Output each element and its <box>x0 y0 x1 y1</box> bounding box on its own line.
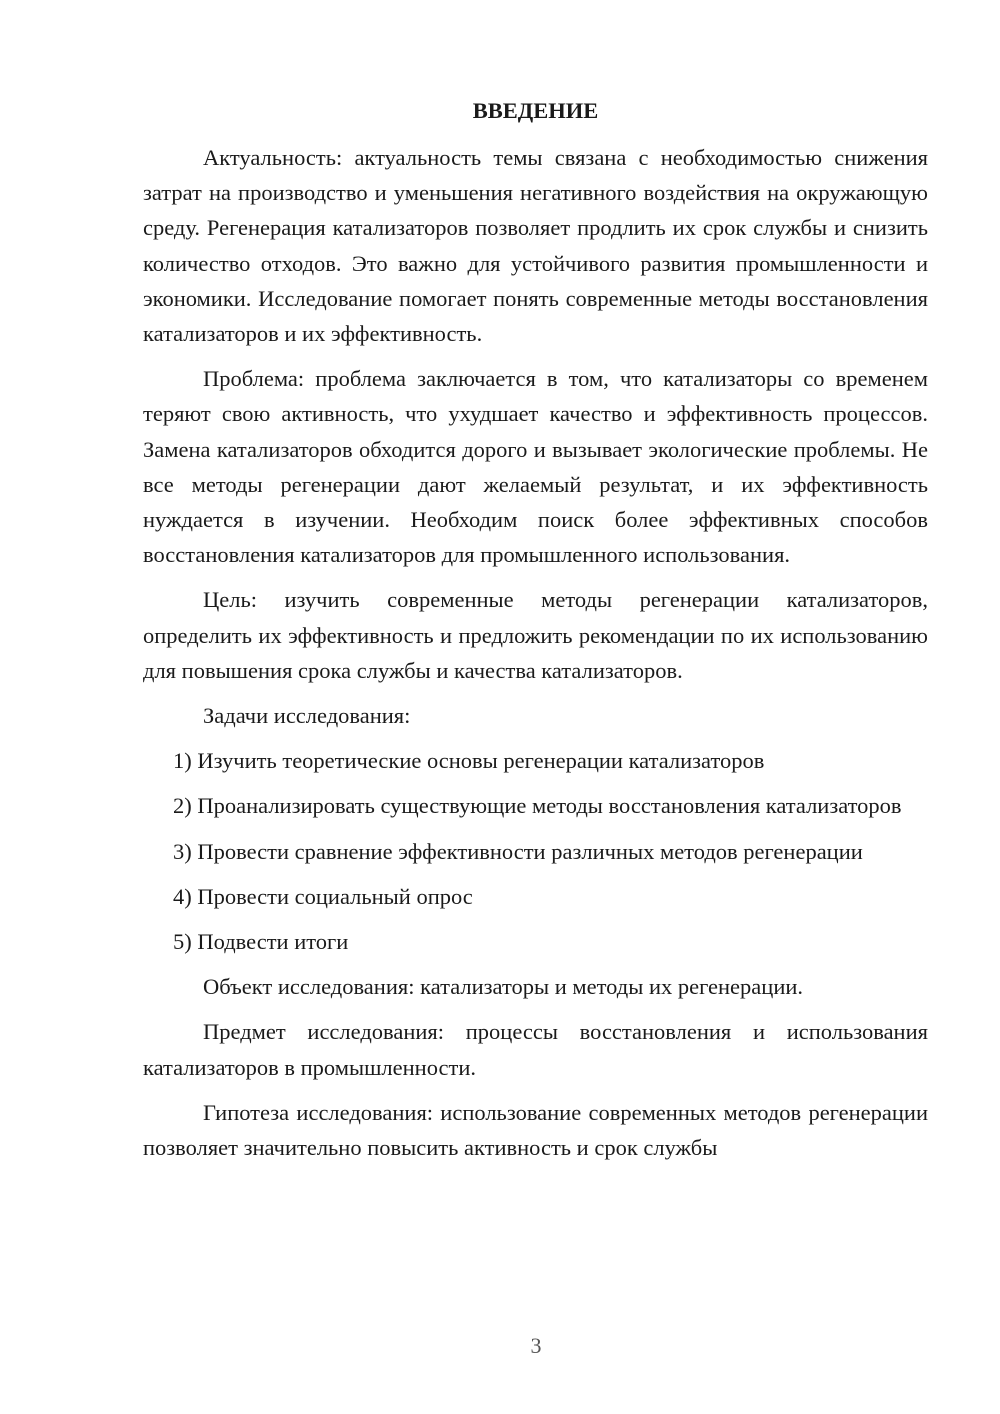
section-title: ВВЕДЕНИЕ <box>472 98 599 123</box>
page-content <box>143 94 928 1175</box>
subject-paragraph: Предмет исследования: процессы восстановления и использования катализаторов в промышленности. <box>143 1019 928 1080</box>
task-item: 4) Провести социальный опрос <box>173 883 473 909</box>
tasks-heading: Задачи исследования: <box>203 703 411 729</box>
problem-paragraph: Проблема: проблема заключается в том, что катализаторы со временем теряют свою активность, что ухудшает качество и эффективность процессов. Замена катализаторов обходится дорого и вызывает экологические проблемы. Не все методы регенерации дают желаемый результат, и их эффективность нуждается в изучении. Необходим поиск более эффективных способов восстановления катализаторов для промышленного использования. <box>143 366 928 568</box>
object-paragraph: Объект исследования: катализаторы и методы их регенерации. <box>203 974 804 1000</box>
task-item: 5) Подвести итоги <box>173 929 349 955</box>
task-item: 1) Изучить теоретические основы регенерации катализаторов <box>173 748 765 774</box>
hypothesis-paragraph: Гипотеза исследования: использование современных методов регенерации позволяет значительно повысить активность и срок службы <box>143 1099 928 1161</box>
page-number: 3 <box>530 1333 542 1358</box>
task-item: 2) Проанализировать существующие методы восстановления катализаторов <box>173 793 902 819</box>
task-item: 3) Провести сравнение эффективности различных методов регенерации <box>173 838 863 864</box>
goal-paragraph: Цель: изучить современные методы регенерации катализаторов, определить их эффективность и предложить рекомендации по их использованию для повышения срока службы и качества катализаторов. <box>143 587 928 683</box>
relevance-paragraph: Актуальность: актуальность темы связана с необходимостью снижения затрат на производство и уменьшения негативного воздействия на окружающую среду. Регенерация катализаторов позволяет продлить их срок службы и снизить количество отходов. Это важно для устойчивого развития промышленности и экономики. Исследование помогает понять современные методы восстановления катализаторов и их эффективность. <box>143 145 928 347</box>
